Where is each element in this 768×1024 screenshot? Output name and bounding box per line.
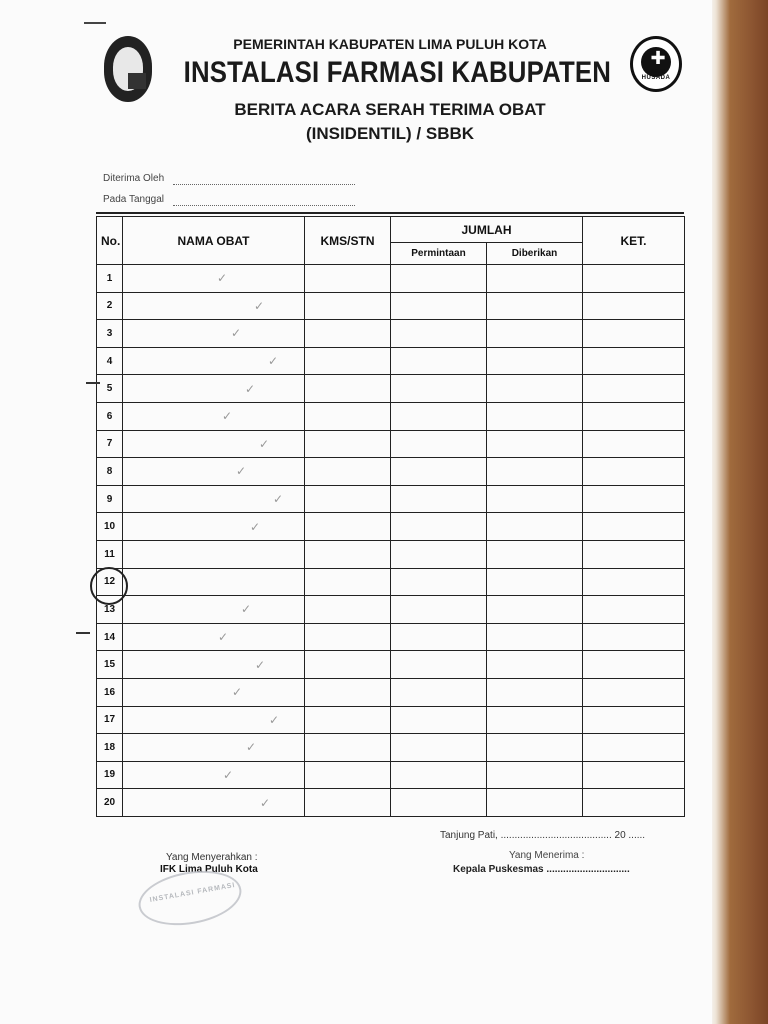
table-row (97, 402, 685, 430)
kms-cell[interactable] (305, 320, 391, 348)
date-label: Pada Tanggal (103, 194, 164, 205)
table-row (97, 623, 685, 651)
checkmark-icon: ✓ (246, 740, 257, 755)
table-row (97, 678, 685, 706)
checkmark-icon: ✓ (236, 464, 247, 479)
table-row (97, 265, 685, 293)
row-number: 19 (97, 761, 123, 789)
checkmark-icon: ✓ (255, 657, 266, 672)
kms-cell[interactable] (305, 623, 391, 651)
checkmark-icon: ✓ (232, 685, 243, 700)
kms-cell[interactable] (305, 789, 391, 817)
diberikan-cell[interactable] (487, 540, 583, 568)
kms-cell[interactable] (305, 706, 391, 734)
ket-cell[interactable] (583, 623, 685, 651)
document-title: BERITA ACARA SERAH TERIMA OBAT (234, 100, 546, 119)
header-kms: KMS/STN (305, 217, 391, 265)
row-number: 10 (97, 513, 123, 541)
background-surface (712, 0, 768, 1024)
ket-cell[interactable] (583, 651, 685, 679)
diberikan-cell[interactable] (487, 734, 583, 762)
diberikan-cell[interactable] (487, 347, 583, 375)
permintaan-cell[interactable] (391, 761, 487, 789)
permintaan-cell[interactable] (391, 706, 487, 734)
table-row (97, 734, 685, 762)
checkmark-icon: ✓ (269, 712, 280, 727)
logo-text: BAKTI HUSADA (641, 69, 671, 81)
kms-cell[interactable] (305, 540, 391, 568)
kms-cell[interactable] (305, 761, 391, 789)
kms-cell[interactable] (305, 568, 391, 596)
table-row (97, 706, 685, 734)
corner-mark (84, 22, 106, 24)
medicine-name-cell[interactable] (123, 568, 305, 596)
table-row (97, 485, 685, 513)
table-row (97, 540, 685, 568)
diberikan-cell[interactable] (487, 292, 583, 320)
checkmark-icon: ✓ (259, 436, 270, 451)
medicine-name-cell[interactable] (123, 540, 305, 568)
permintaan-cell[interactable] (391, 430, 487, 458)
checkmark-icon: ✓ (245, 381, 256, 396)
diberikan-cell[interactable] (487, 265, 583, 293)
row-number: 13 (97, 596, 123, 624)
received-by-line (173, 184, 355, 185)
bakti-husada-logo-icon: ✚ BAKTI HUSADA (630, 36, 682, 92)
diberikan-cell[interactable] (487, 651, 583, 679)
permintaan-cell[interactable] (391, 320, 487, 348)
permintaan-cell[interactable] (391, 651, 487, 679)
diberikan-cell[interactable] (487, 458, 583, 486)
table-row (97, 430, 685, 458)
table-top-rule (96, 212, 684, 214)
row-number: 8 (97, 458, 123, 486)
row-number: 3 (97, 320, 123, 348)
medicine-table (96, 216, 685, 817)
row-number: 5 (97, 375, 123, 403)
table-row (97, 761, 685, 789)
date-line (173, 205, 355, 206)
ket-cell[interactable] (583, 513, 685, 541)
document-subtitle: (INSIDENTIL) / SBBK (305, 124, 475, 143)
table-row (97, 568, 685, 596)
kms-cell[interactable] (305, 375, 391, 403)
ket-cell[interactable] (583, 347, 685, 375)
medicine-name-cell[interactable] (123, 375, 305, 403)
receiver-org: Kepala Puskesmas .............................. (453, 864, 630, 875)
ket-cell[interactable] (583, 430, 685, 458)
row-number: 17 (97, 706, 123, 734)
row-number: 6 (97, 402, 123, 430)
diberikan-cell[interactable] (487, 375, 583, 403)
margin-tick-mark (76, 632, 90, 634)
ket-cell[interactable] (583, 540, 685, 568)
medicine-name-cell[interactable] (123, 430, 305, 458)
permintaan-cell[interactable] (391, 568, 487, 596)
ket-cell[interactable] (583, 789, 685, 817)
table-row (97, 596, 685, 624)
ket-cell[interactable] (583, 292, 685, 320)
table-row (97, 651, 685, 679)
permintaan-cell[interactable] (391, 789, 487, 817)
row-number: 15 (97, 651, 123, 679)
ket-cell[interactable] (583, 596, 685, 624)
ket-cell[interactable] (583, 375, 685, 403)
kms-cell[interactable] (305, 596, 391, 624)
permintaan-cell[interactable] (391, 540, 487, 568)
table-row (97, 513, 685, 541)
table-row (97, 320, 685, 348)
medicine-name-cell[interactable] (123, 513, 305, 541)
table-body (97, 265, 685, 817)
medicine-name-cell[interactable] (123, 265, 305, 293)
diberikan-cell[interactable] (487, 320, 583, 348)
checkmark-icon: ✓ (250, 519, 261, 534)
ket-cell[interactable] (583, 458, 685, 486)
checkmark-icon: ✓ (254, 298, 265, 313)
table-row (97, 347, 685, 375)
diberikan-cell[interactable] (487, 485, 583, 513)
permintaan-cell[interactable] (391, 458, 487, 486)
table-row (97, 292, 685, 320)
medicine-name-cell[interactable] (123, 458, 305, 486)
header-diberikan: Diberikan (487, 243, 583, 265)
received-by-label: Diterima Oleh (103, 173, 165, 184)
checkmark-icon: ✓ (217, 271, 228, 286)
row-number: 16 (97, 678, 123, 706)
permintaan-cell[interactable] (391, 347, 487, 375)
institution-title: INSTALASI FARMASI KABUPATEN (183, 56, 612, 89)
kms-cell[interactable] (305, 485, 391, 513)
permintaan-cell[interactable] (391, 678, 487, 706)
diberikan-cell[interactable] (487, 789, 583, 817)
permintaan-cell[interactable] (391, 623, 487, 651)
kms-cell[interactable] (305, 402, 391, 430)
permintaan-cell[interactable] (391, 513, 487, 541)
diberikan-cell[interactable] (487, 402, 583, 430)
checkmark-icon: ✓ (260, 795, 271, 810)
kms-cell[interactable] (305, 292, 391, 320)
checkmark-icon: ✓ (218, 630, 229, 645)
permintaan-cell[interactable] (391, 596, 487, 624)
table-row (97, 375, 685, 403)
receiver-label: Yang Menerima : (509, 850, 585, 861)
kms-cell[interactable] (305, 347, 391, 375)
diberikan-cell[interactable] (487, 430, 583, 458)
header-jumlah: JUMLAH (391, 217, 583, 243)
diberikan-cell[interactable] (487, 513, 583, 541)
medicine-name-cell[interactable] (123, 292, 305, 320)
ket-cell[interactable] (583, 265, 685, 293)
diberikan-cell[interactable] (487, 568, 583, 596)
medicine-name-cell[interactable] (123, 651, 305, 679)
permintaan-cell[interactable] (391, 485, 487, 513)
row-number: 2 (97, 292, 123, 320)
kms-cell[interactable] (305, 734, 391, 762)
place-date-line: Tanjung Pati, ........................................ 20 ...... (440, 830, 646, 841)
margin-tick-mark (86, 382, 100, 384)
checkmark-icon: ✓ (223, 767, 234, 782)
medicine-name-cell[interactable] (123, 789, 305, 817)
row-number: 12 (97, 568, 123, 596)
permintaan-cell[interactable] (391, 292, 487, 320)
government-title: PEMERINTAH KABUPATEN LIMA PULUH KOTA (233, 36, 547, 52)
medicine-name-cell[interactable] (123, 320, 305, 348)
ket-cell[interactable] (583, 485, 685, 513)
table-row (97, 458, 685, 486)
kms-cell[interactable] (305, 678, 391, 706)
kms-cell[interactable] (305, 651, 391, 679)
row-number: 11 (97, 540, 123, 568)
stamp-text: INSTALASI FARMASI (149, 881, 236, 904)
row-12-circle-mark (90, 567, 128, 605)
kms-cell[interactable] (305, 513, 391, 541)
row-number: 9 (97, 485, 123, 513)
permintaan-cell[interactable] (391, 402, 487, 430)
table-row (97, 789, 685, 817)
medicine-name-cell[interactable] (123, 347, 305, 375)
header-name: NAMA OBAT (123, 217, 305, 265)
regency-emblem-icon (104, 36, 152, 102)
row-number: 7 (97, 430, 123, 458)
giver-org: IFK Lima Puluh Kota (160, 864, 258, 875)
permintaan-cell[interactable] (391, 375, 487, 403)
checkmark-icon: ✓ (273, 492, 284, 507)
checkmark-icon: ✓ (222, 409, 233, 424)
medicine-name-cell[interactable] (123, 485, 305, 513)
medicine-name-cell[interactable] (123, 596, 305, 624)
ket-cell[interactable] (583, 678, 685, 706)
ket-cell[interactable] (583, 402, 685, 430)
ket-cell[interactable] (583, 320, 685, 348)
checkmark-icon: ✓ (268, 354, 279, 369)
row-number: 1 (97, 265, 123, 293)
diberikan-cell[interactable] (487, 706, 583, 734)
header-no: No. (97, 217, 123, 265)
header-permintaan: Permintaan (391, 243, 487, 265)
ket-cell[interactable] (583, 568, 685, 596)
diberikan-cell[interactable] (487, 761, 583, 789)
ket-cell[interactable] (583, 706, 685, 734)
medicine-name-cell[interactable] (123, 678, 305, 706)
medicine-name-cell[interactable] (123, 402, 305, 430)
giver-label: Yang Menyerahkan : (166, 852, 258, 863)
checkmark-icon: ✓ (231, 326, 242, 341)
checkmark-icon: ✓ (241, 602, 252, 617)
row-number: 20 (97, 789, 123, 817)
medicine-name-cell[interactable] (123, 706, 305, 734)
kms-cell[interactable] (305, 458, 391, 486)
row-number: 14 (97, 623, 123, 651)
row-number: 18 (97, 734, 123, 762)
kms-cell[interactable] (305, 265, 391, 293)
permintaan-cell[interactable] (391, 734, 487, 762)
ket-cell[interactable] (583, 761, 685, 789)
medicine-name-cell[interactable] (123, 623, 305, 651)
ket-cell[interactable] (583, 734, 685, 762)
diberikan-cell[interactable] (487, 596, 583, 624)
permintaan-cell[interactable] (391, 265, 487, 293)
diberikan-cell[interactable] (487, 623, 583, 651)
kms-cell[interactable] (305, 430, 391, 458)
medicine-name-cell[interactable] (123, 761, 305, 789)
medicine-name-cell[interactable] (123, 734, 305, 762)
diberikan-cell[interactable] (487, 678, 583, 706)
header-ket: KET. (583, 217, 685, 265)
row-number: 4 (97, 347, 123, 375)
